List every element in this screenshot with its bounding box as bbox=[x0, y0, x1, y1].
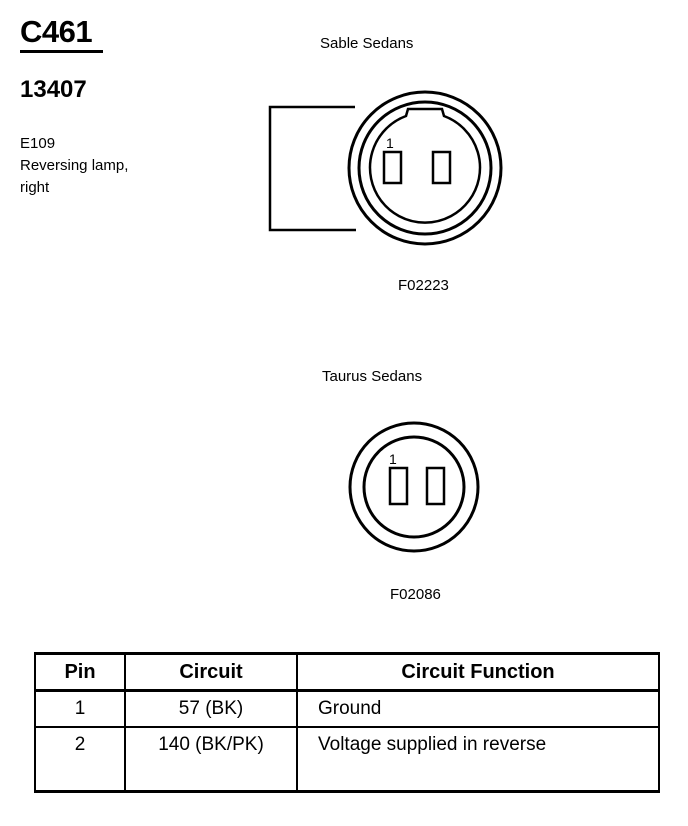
table-header-row bbox=[35, 654, 659, 691]
taurus-inner-ring bbox=[364, 437, 464, 537]
sable-connector-housing bbox=[270, 107, 356, 230]
description-line: Reversing lamp, bbox=[20, 157, 129, 174]
sable-pin-1-label: 1 bbox=[386, 135, 394, 151]
taurus-connector-drawing bbox=[350, 423, 478, 551]
sable-view-caption: Sable Sedans bbox=[320, 35, 414, 52]
taurus-figure-code: F02086 bbox=[390, 586, 441, 603]
header-pin: Pin bbox=[35, 654, 125, 691]
taurus-pin-1-label: 1 bbox=[389, 451, 397, 467]
taurus-pin-2-socket bbox=[427, 468, 444, 504]
cell-circuit: 140 (BK/PK) bbox=[125, 727, 297, 792]
sable-outer-ring bbox=[349, 92, 501, 244]
cell-circuit-function: Ground bbox=[297, 691, 659, 728]
sable-figure-code: F02223 bbox=[398, 277, 449, 294]
cell-circuit: 57 (BK) bbox=[125, 691, 297, 728]
part-number: 13407 bbox=[20, 76, 87, 103]
cell-pin: 1 bbox=[35, 691, 125, 728]
description-line: E109 bbox=[20, 135, 56, 152]
table-row bbox=[35, 691, 659, 728]
connector-id-title: C461 bbox=[20, 14, 93, 49]
cell-circuit-function: Voltage supplied in reverse bbox=[297, 727, 659, 792]
header-circuit-function: Circuit Function bbox=[297, 654, 659, 691]
description-line: right bbox=[20, 179, 50, 196]
header-circuit: Circuit bbox=[125, 654, 297, 691]
pin-circuit-table bbox=[34, 652, 660, 793]
taurus-outer-ring bbox=[350, 423, 478, 551]
sable-connector-drawing bbox=[270, 92, 501, 244]
table-row bbox=[35, 727, 659, 792]
cell-pin: 2 bbox=[35, 727, 125, 792]
taurus-view-caption: Taurus Sedans bbox=[322, 368, 423, 385]
taurus-pin-1-socket bbox=[390, 468, 407, 504]
